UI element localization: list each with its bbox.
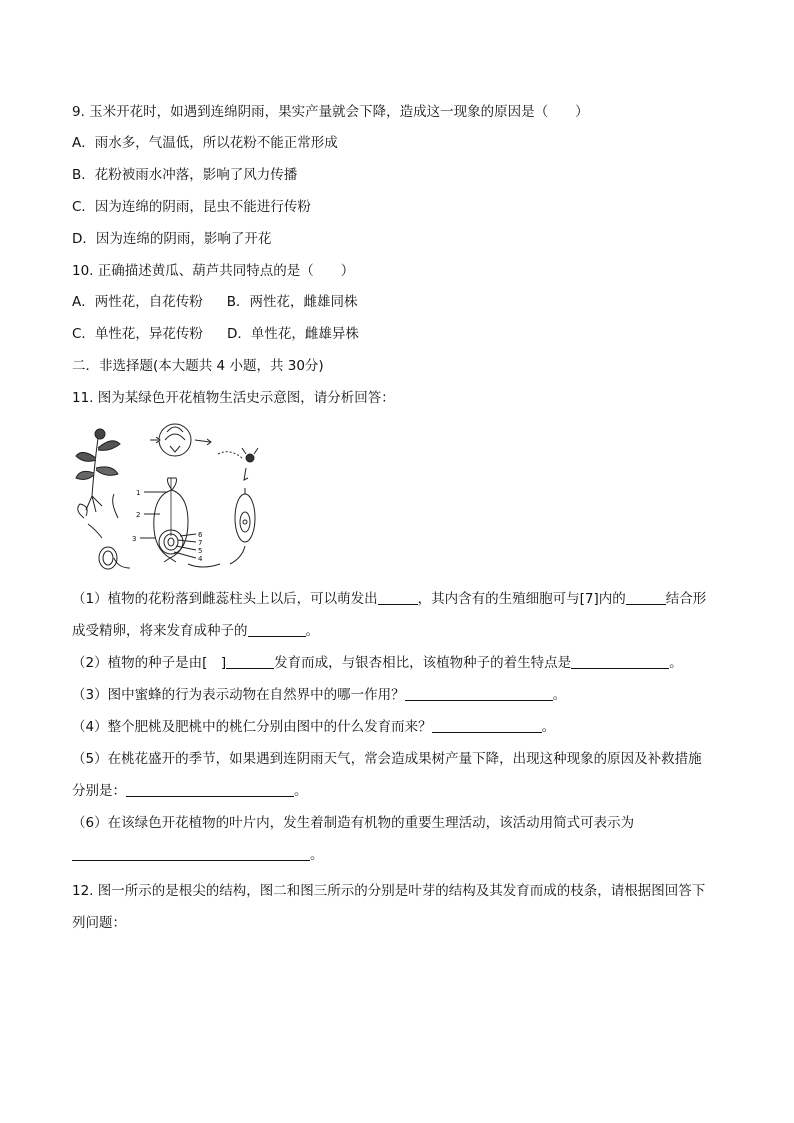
q11-part4-text-a: （4）整个肥桃及肥桃中的桃仁分别由图中的什么发育而来？ bbox=[72, 719, 432, 735]
q11-part6-blank[interactable] bbox=[72, 846, 310, 861]
q11-part1-line1 bbox=[72, 589, 706, 609]
q10-option-d: D．单性花，雌雄异株 bbox=[226, 326, 359, 342]
q11-part5-blank[interactable] bbox=[126, 782, 294, 797]
section-heading: 二．非选择题(本大题共 4 小题，共 30分) bbox=[72, 358, 324, 374]
q11-part1-blank-3[interactable] bbox=[248, 622, 306, 637]
q11-part2-text-c: 。 bbox=[669, 655, 683, 671]
q11-part3-blank[interactable] bbox=[405, 686, 553, 701]
q11-part5-text-b: 分别是： bbox=[72, 783, 126, 799]
q11-part2-blank-2[interactable] bbox=[571, 654, 669, 669]
q11-part5-line2 bbox=[72, 781, 308, 801]
q11-part6-text-b: 。 bbox=[310, 847, 324, 863]
q9-option-b: B．花粉被雨水冲落，影响了风力传播 bbox=[72, 167, 298, 183]
q12-line2: 列问题： bbox=[72, 915, 126, 931]
q11-part5-text-c: 。 bbox=[294, 783, 308, 799]
q10-option-b: B．两性花，雌雄同株 bbox=[226, 294, 358, 310]
figure-label-1: 1 bbox=[136, 489, 141, 497]
q11-part1-text-d: 成受精卵，将来发育成种子的 bbox=[72, 623, 248, 639]
q11-part4-blank[interactable] bbox=[432, 718, 542, 733]
figure-label-6: 6 bbox=[198, 531, 203, 539]
q10-stem: 10. 正确描述黄瓜、葫芦共同特点的是（ ） bbox=[72, 263, 355, 279]
q12-line1: 12. 图一所示的是根尖的结构，图二和图三所示的分别是叶芽的结构及其发育而成的枝条，请根据图回答下 bbox=[72, 883, 706, 899]
plant-life-cycle-diagram bbox=[70, 418, 270, 576]
q9-option-c: C．因为连绵的阴雨，昆虫不能进行传粉 bbox=[72, 199, 311, 215]
q9-stem: 9. 玉米开花时，如遇到连绵阴雨，果实产量就会下降，造成这一现象的原因是（ ） bbox=[72, 104, 589, 120]
q11-part1-blank-2[interactable] bbox=[626, 590, 666, 605]
figure-label-7: 7 bbox=[198, 539, 203, 547]
q10-options-row2 bbox=[72, 324, 359, 344]
q11-part4-text-b: 。 bbox=[541, 719, 556, 735]
q9-option-d: D．因为连绵的阴雨，影响了开花 bbox=[72, 231, 272, 247]
q11-part6-line2 bbox=[72, 845, 324, 865]
q9-option-a: A．雨水多，气温低，所以花粉不能正常形成 bbox=[72, 135, 338, 151]
q11-part1-blank-1[interactable] bbox=[378, 590, 418, 605]
q11-part1-text-e: 。 bbox=[305, 623, 319, 639]
figure-label-5: 5 bbox=[198, 547, 203, 555]
plant-life-cycle-figure bbox=[70, 418, 270, 576]
q11-stem: 11. 图为某绿色开花植物生活史示意图，请分析回答： bbox=[72, 390, 395, 406]
q11-part1-text-c: 结合形 bbox=[665, 591, 707, 607]
q11-part1-text-b: ，其内含有的生殖细胞可与[7]内的 bbox=[417, 591, 626, 607]
q11-part2-blank-1[interactable] bbox=[226, 654, 274, 669]
q10-option-a: A．两性花，自花传粉 bbox=[72, 294, 203, 310]
q11-part6-line1: （6）在该绿色开花植物的叶片内，发生着制造有机物的重要生理活动，该活动用简式可表示为 bbox=[72, 815, 635, 831]
q11-part5-line1: （5）在桃花盛开的季节，如果遇到连阴雨天气，常会造成果树产量下降，出现这种现象的原因及补救措施 bbox=[72, 751, 702, 767]
q10-option-c: C．单性花，异花传粉 bbox=[72, 326, 203, 342]
q11-part1-line2 bbox=[72, 621, 319, 641]
q11-part2 bbox=[72, 653, 683, 673]
figure-label-4: 4 bbox=[198, 555, 203, 563]
q10-options-row1 bbox=[72, 292, 358, 312]
figure-label-3: 3 bbox=[132, 535, 137, 543]
q11-part2-text-b: 发育而成，与银杏相比，该植物种子的着生特点是 bbox=[274, 655, 572, 671]
q11-part2-text-a: （2）植物的种子是由[ ] bbox=[72, 655, 227, 671]
q11-part3-text-a: （3）图中蜜蜂的行为表示动物在自然界中的哪一作用？ bbox=[72, 687, 405, 703]
q11-part1-text-a: （1）植物的花粉落到雌蕊柱头上以后，可以萌发出 bbox=[72, 591, 378, 607]
q11-part4 bbox=[72, 717, 555, 737]
figure-label-2: 2 bbox=[136, 511, 141, 519]
q11-part3-text-b: 。 bbox=[552, 687, 567, 703]
q11-part3 bbox=[72, 685, 566, 705]
